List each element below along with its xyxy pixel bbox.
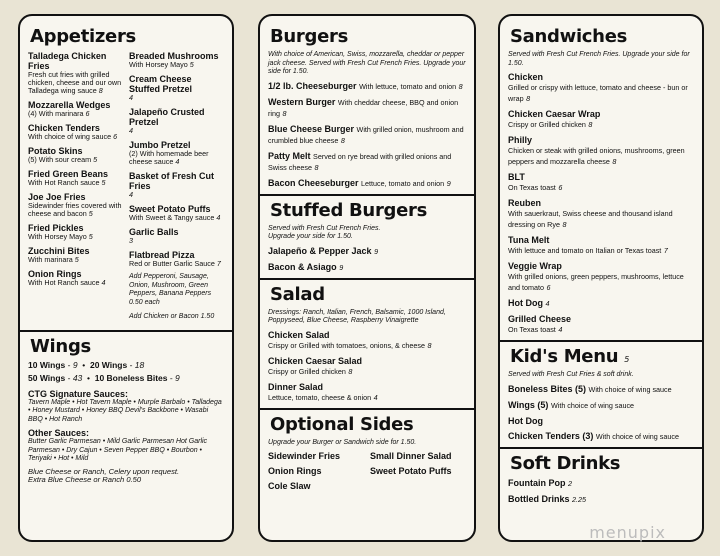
appetizer-price: 4 bbox=[129, 126, 133, 135]
appetizer-name: Sweet Potato Puffs bbox=[129, 204, 211, 214]
salad-item bbox=[268, 356, 466, 377]
appetizer-price: 6 bbox=[85, 109, 90, 118]
appetizer-desc-line bbox=[129, 61, 224, 69]
burger-price: 8 bbox=[340, 135, 345, 145]
appetizer-item bbox=[28, 146, 123, 164]
burger-desc: Lettuce, tomato and onion bbox=[361, 178, 445, 188]
appetizer-item bbox=[129, 51, 224, 69]
appetizer-price: 4 bbox=[129, 93, 133, 102]
burgers-title: Burgers bbox=[270, 26, 348, 47]
optional-side-item: Cole Slaw bbox=[268, 481, 311, 491]
stuffed-burgers-title: Stuffed Burgers bbox=[270, 199, 427, 221]
other-sauces-list: Butter Garlic Parmesan • Mild Garlic Parmesan Hot Garlic Parmesan • Dry Cajun • Seven Pepper BBQ • Bourbon • Teriyaki • Hot • Mild bbox=[28, 438, 208, 462]
wings-line-2: 50 Wings - 43 • 10 Boneless Bites - 9 bbox=[28, 373, 180, 383]
sandwich-line bbox=[508, 261, 694, 293]
burger-item bbox=[268, 97, 466, 119]
appetizer-desc-line bbox=[28, 202, 123, 218]
appetizers-addon-meat: Add Chicken or Bacon 1.50 bbox=[129, 313, 215, 320]
salad-desc: Lettuce, tomato, cheese & onion bbox=[268, 392, 372, 402]
appetizer-item bbox=[129, 227, 224, 245]
burger-desc: With grilled onion, mushroom and crumbled blue cheese bbox=[268, 124, 464, 145]
stuffed-burger-name: Jalapeño & Pepper Jack bbox=[268, 245, 372, 256]
salad-price: 4 bbox=[373, 392, 378, 402]
appetizer-desc-line bbox=[28, 133, 123, 141]
appetizer-item bbox=[28, 192, 123, 218]
optional-side-item: Onion Rings bbox=[268, 466, 322, 476]
burgers-note: With choice of American, Swiss, mozzarella, cheddar or pepper jack cheese. Served with Fresh Cut French Fries. Upgrade your side for 1.50. bbox=[268, 51, 466, 75]
sandwich-desc: With lettuce and tomato on Italian or Texas toast bbox=[508, 246, 662, 255]
salad-line bbox=[268, 330, 466, 351]
appetizer-desc-line bbox=[28, 233, 123, 241]
kids-item-desc: With choice of wing sauce bbox=[595, 431, 679, 441]
appetizer-price: 5 bbox=[74, 255, 79, 264]
sandwich-price: 6 bbox=[546, 283, 551, 292]
watermark-logo: menupix bbox=[589, 523, 666, 542]
optional-sides-title: Optional Sides bbox=[270, 413, 414, 435]
sides-right-column bbox=[370, 451, 466, 496]
salad-name: Chicken Salad bbox=[268, 329, 330, 340]
salad-price: 8 bbox=[427, 340, 432, 350]
kids-menu-title-text: Kid's Menu bbox=[510, 346, 619, 367]
appetizer-name: Jumbo Pretzel bbox=[129, 140, 191, 150]
appetizer-price: 4 bbox=[175, 157, 180, 166]
appetizer-item bbox=[129, 107, 224, 135]
appetizer-desc: With Horsey Mayo bbox=[28, 232, 87, 241]
burger-name: Western Burger bbox=[268, 96, 336, 107]
sandwich-name: Grilled Cheese bbox=[508, 314, 572, 324]
appetizer-price: 5 bbox=[88, 232, 93, 241]
kids-item-item bbox=[508, 384, 694, 395]
sandwich-desc: Grilled or crispy with lettuce, tomato and cheese - bun or wrap bbox=[508, 83, 688, 103]
stuffed-burger-price: 9 bbox=[339, 262, 344, 272]
burger-price: 8 bbox=[458, 81, 463, 91]
drink-name: Fountain Pop bbox=[508, 477, 566, 488]
soft-drinks-list bbox=[508, 478, 694, 505]
boneless-bites-price: 9 bbox=[175, 373, 180, 383]
wings-10-label: 10 Wings bbox=[28, 359, 66, 370]
appetizers-columns bbox=[28, 51, 224, 326]
boneless-bites-label: 10 Boneless Bites bbox=[94, 373, 168, 383]
sandwiches-title: Sandwiches bbox=[510, 26, 628, 47]
burger-price: 8 bbox=[282, 108, 287, 118]
kids-item-desc: With choice of wing sauce bbox=[588, 384, 672, 394]
appetizer-item bbox=[28, 123, 123, 141]
appetizer-name: Mozzarella Wedges bbox=[28, 100, 111, 110]
appetizer-name: Breaded Mushrooms bbox=[129, 51, 219, 61]
appetizer-desc: With Hot Ranch sauce bbox=[28, 178, 100, 187]
salad-desc: Crispy or Grilled chicken bbox=[268, 366, 346, 376]
optional-side-item: Sweet Potato Puffs bbox=[370, 466, 452, 476]
appetizer-item bbox=[129, 74, 224, 102]
burger-line bbox=[268, 124, 466, 146]
kids-item-item bbox=[508, 400, 694, 411]
appetizer-item bbox=[129, 140, 224, 166]
appetizer-item bbox=[129, 171, 224, 199]
burger-desc: With lettuce, tomato and onion bbox=[359, 81, 457, 91]
appetizer-item bbox=[28, 223, 123, 241]
sandwich-name: Chicken Caesar Wrap bbox=[508, 109, 601, 119]
sandwich-line bbox=[508, 198, 694, 230]
appetizers-right-items bbox=[129, 51, 224, 268]
appetizer-price: 5 bbox=[88, 209, 93, 218]
appetizer-desc-line bbox=[129, 260, 224, 268]
kids-item-name: Hot Dog bbox=[508, 415, 543, 426]
appetizer-price: 5 bbox=[189, 60, 194, 69]
appetizer-desc-line bbox=[129, 237, 224, 245]
burger-item bbox=[268, 178, 466, 189]
sandwich-line bbox=[508, 298, 694, 309]
burger-item bbox=[268, 124, 466, 146]
appetizer-name: Flatbread Pizza bbox=[129, 250, 195, 260]
appetizer-desc: Red or Butter Garlic Sauce bbox=[129, 259, 215, 268]
sandwich-desc: Chicken or steak with grilled onions, mushrooms, green peppers and mozzarella cheese bbox=[508, 146, 685, 166]
sandwich-item bbox=[508, 109, 694, 130]
sandwich-desc: Crispy or Grilled chicken bbox=[508, 120, 586, 129]
appetizer-price: 3 bbox=[129, 236, 133, 245]
stuffed-burger-line bbox=[268, 262, 466, 273]
other-sauces-title: Other Sauces: bbox=[28, 428, 90, 438]
stuffed-burger-item bbox=[268, 246, 466, 257]
appetizer-item bbox=[28, 269, 123, 287]
drink-name: Bottled Drinks bbox=[508, 493, 570, 504]
stuffed-burger-name: Bacon & Asiago bbox=[268, 261, 337, 272]
salad-line bbox=[268, 382, 466, 403]
wings-20-price: 18 bbox=[134, 359, 145, 370]
sandwich-desc: On Texas toast bbox=[508, 325, 556, 334]
kids-item-line bbox=[508, 384, 694, 395]
sandwich-line bbox=[508, 172, 694, 193]
appetizer-name: Zucchini Bites bbox=[28, 246, 90, 256]
kids-item-line bbox=[508, 431, 694, 442]
sides-left-column bbox=[268, 451, 364, 496]
appetizer-desc-line bbox=[28, 256, 123, 264]
appetizer-desc: Fresh cut fries with grilled chicken, cheese and our own Talladega wing sauce bbox=[28, 70, 122, 95]
sandwich-price: 8 bbox=[588, 120, 593, 129]
appetizer-price: 5 bbox=[101, 178, 106, 187]
appetizer-desc-line bbox=[129, 127, 224, 135]
appetizer-desc-line bbox=[28, 71, 123, 95]
appetizer-name: Basket of Fresh Cut Fries bbox=[129, 171, 215, 191]
stuffed-note-2: Upgrade your side for 1.50. bbox=[268, 233, 353, 240]
appetizer-price: 8 bbox=[98, 86, 103, 95]
ctg-sauces-list: Tavern Maple • Hot Tavern Maple • Murple Barbalo • Talladega • Honey Mustard • Honey BBQ Devil's Backbone • Wasabi BBQ • Hot Ranch bbox=[28, 398, 222, 423]
sandwich-name: Chicken bbox=[508, 72, 544, 82]
appetizers-left-column bbox=[28, 51, 123, 326]
appetizer-desc: Sidewinder fries covered with cheese and bacon bbox=[28, 201, 122, 218]
sandwich-desc: With grilled onions, green peppers, mushrooms, lettuce and tomato bbox=[508, 272, 684, 292]
appetizer-price: 4 bbox=[101, 278, 106, 287]
drink-line bbox=[508, 478, 694, 489]
wings-50-label: 50 Wings bbox=[28, 373, 66, 383]
appetizer-desc: With Hot Ranch sauce bbox=[28, 278, 100, 287]
appetizer-desc-line bbox=[129, 191, 224, 199]
salad-item bbox=[268, 330, 466, 351]
wings-extra-dip-note: Extra Blue Cheese or Ranch 0.50 bbox=[28, 475, 142, 484]
kids-item-name: Chicken Tenders (3) bbox=[508, 430, 594, 441]
optional-side-item: Small Dinner Salad bbox=[370, 451, 452, 461]
appetizers-right-column bbox=[129, 51, 224, 326]
appetizer-name: Onion Rings bbox=[28, 269, 82, 279]
appetizer-name: Joe Joe Fries bbox=[28, 192, 86, 202]
burger-desc: With cheddar cheese, BBQ and onion ring bbox=[268, 97, 459, 118]
appetizer-desc-line bbox=[129, 214, 224, 222]
salad-line bbox=[268, 356, 466, 377]
appetizer-desc: (4) With marinara bbox=[28, 109, 84, 118]
wings-10-price: 9 bbox=[72, 359, 78, 370]
appetizer-desc-line bbox=[129, 94, 224, 102]
burger-name: 1/2 lb. Cheeseburger bbox=[268, 80, 357, 91]
sandwich-desc: On Texas toast bbox=[508, 183, 556, 192]
kids-item-name: Wings (5) bbox=[508, 399, 549, 410]
sandwich-line bbox=[508, 314, 694, 335]
kids-menu-price: 5 bbox=[624, 355, 630, 364]
ctg-sauces-title: CTG Signature Sauces: bbox=[28, 388, 129, 399]
section-divider bbox=[20, 330, 232, 332]
wings-dip-note: Blue Cheese or Ranch, Celery upon request. bbox=[28, 466, 180, 476]
sandwich-price: 4 bbox=[558, 325, 563, 334]
burgers-list bbox=[268, 81, 466, 189]
appetizer-item bbox=[28, 51, 123, 95]
burger-price: 9 bbox=[446, 178, 451, 188]
kids-item-line bbox=[508, 400, 694, 411]
salad-title: Salad bbox=[270, 283, 325, 305]
burger-line bbox=[268, 97, 466, 119]
sandwich-price: 6 bbox=[558, 183, 563, 192]
section-divider bbox=[500, 340, 702, 342]
stuffed-burger-line bbox=[268, 246, 466, 257]
appetizer-desc: (2) With homemade beer cheese sauce bbox=[129, 149, 209, 166]
kids-menu-note: Served with Fresh Cut Fries & soft drink. bbox=[508, 371, 634, 378]
panel-burgers-salads bbox=[258, 14, 476, 542]
appetizer-price: 6 bbox=[113, 132, 118, 141]
section-divider bbox=[260, 278, 474, 280]
appetizer-desc: With marinara bbox=[28, 255, 73, 264]
appetizer-price: 4 bbox=[216, 213, 221, 222]
sandwich-item bbox=[508, 172, 694, 193]
optional-sides-columns bbox=[268, 451, 466, 496]
wings-title: Wings bbox=[30, 335, 91, 357]
burger-desc: Served on rye bread with grilled onions and Swiss cheese bbox=[268, 151, 452, 172]
burger-line bbox=[268, 81, 466, 92]
stuffed-note-1: Served with Fresh Cut French Fries. bbox=[268, 224, 381, 232]
appetizer-desc-line bbox=[28, 279, 123, 287]
burger-price: 8 bbox=[314, 162, 319, 172]
sandwich-price: 8 bbox=[612, 157, 617, 166]
appetizers-title: Appetizers bbox=[30, 26, 136, 47]
sandwich-desc: With sauerkraut, Swiss cheese and thousand island dressing on Rye bbox=[508, 209, 673, 229]
sandwich-name: Tuna Melt bbox=[508, 235, 550, 245]
appetizer-name: Jalapeño Crusted Pretzel bbox=[129, 107, 205, 127]
appetizer-name: Cream Cheese Stuffed Pretzel bbox=[129, 74, 193, 94]
sandwich-item bbox=[508, 298, 694, 309]
kids-menu-title bbox=[510, 346, 694, 367]
appetizer-item bbox=[129, 250, 224, 268]
kids-item-desc: With choice of wing sauce bbox=[550, 400, 635, 410]
burger-name: Bacon Cheeseburger bbox=[268, 177, 359, 188]
optional-side-item: Sidewinder Fries bbox=[268, 451, 341, 461]
panel-sandwiches-kids-drinks bbox=[498, 14, 704, 542]
salad-desc: Crispy or Grilled with tomatoes, onions, & cheese bbox=[268, 340, 425, 350]
burger-item bbox=[268, 81, 466, 92]
wings-50-price: 43 bbox=[72, 373, 83, 383]
appetizers-addon-toppings: Add Pepperoni, Sausage, Onion, Mushroom, Green Peppers, Banana Peppers 0.50 each bbox=[129, 273, 212, 306]
sandwich-item bbox=[508, 235, 694, 256]
appetizer-item bbox=[28, 100, 123, 118]
sandwich-name: BLT bbox=[508, 172, 525, 182]
appetizer-desc: With Sweet & Tangy sauce bbox=[129, 213, 215, 222]
appetizer-item bbox=[28, 169, 123, 187]
appetizer-name: Fried Green Beans bbox=[28, 169, 109, 179]
appetizer-price: 4 bbox=[129, 190, 133, 199]
sandwich-item bbox=[508, 314, 694, 335]
burger-item bbox=[268, 151, 466, 173]
appetizer-price: 5 bbox=[93, 155, 98, 164]
appetizer-item bbox=[129, 204, 224, 222]
sandwich-item bbox=[508, 72, 694, 104]
salad-price: 8 bbox=[348, 366, 353, 376]
sandwich-item bbox=[508, 261, 694, 293]
appetizer-item bbox=[28, 246, 123, 264]
sandwich-line bbox=[508, 235, 694, 256]
salad-list bbox=[268, 330, 466, 403]
drink-item bbox=[508, 478, 694, 489]
stuffed-burger-item bbox=[268, 262, 466, 273]
burger-line bbox=[268, 178, 466, 189]
section-divider bbox=[500, 447, 702, 449]
panel-appetizers-wings bbox=[18, 14, 234, 542]
sandwich-name: Reuben bbox=[508, 198, 542, 208]
sandwich-name: Hot Dog bbox=[508, 298, 543, 308]
appetizer-desc: With choice of wing sauce bbox=[28, 132, 112, 141]
kids-item-item bbox=[508, 416, 694, 426]
sandwich-line bbox=[508, 109, 694, 130]
stuffed-burgers-list bbox=[268, 246, 466, 273]
appetizer-desc-line bbox=[28, 179, 123, 187]
kids-item-line bbox=[508, 416, 694, 426]
appetizer-name: Garlic Balls bbox=[129, 227, 179, 237]
salad-item bbox=[268, 382, 466, 403]
sandwich-price: 7 bbox=[663, 246, 668, 255]
kids-item-item bbox=[508, 431, 694, 442]
kids-menu-list bbox=[508, 384, 694, 442]
wings-20-label: 20 Wings bbox=[89, 359, 128, 370]
burger-name: Patty Melt bbox=[268, 150, 311, 161]
sandwich-item bbox=[508, 135, 694, 167]
drink-line bbox=[508, 494, 694, 505]
optional-sides-note: Upgrade your Burger or Sandwich side for 1.50. bbox=[268, 438, 417, 446]
drink-price: 2.25 bbox=[572, 494, 587, 504]
appetizer-name: Fried Pickles bbox=[28, 223, 84, 233]
appetizer-name: Chicken Tenders bbox=[28, 123, 100, 133]
appetizer-name: Talladega Chicken Fries bbox=[28, 51, 107, 71]
appetizer-desc-line bbox=[28, 110, 123, 118]
salad-name: Chicken Caesar Salad bbox=[268, 355, 363, 366]
drink-price: 2 bbox=[568, 478, 573, 488]
stuffed-burger-price: 9 bbox=[374, 246, 379, 256]
salad-dressings: Dressings: Ranch, Italian, French, Balsamic, 1000 Island, Poppyseed, Blue Cheese, Raspberry Vinaigrette bbox=[268, 308, 446, 324]
sandwich-price: 4 bbox=[545, 299, 550, 308]
appetizer-desc: With Horsey Mayo bbox=[129, 60, 188, 69]
sandwiches-note: Served with Fresh Cut French Fries. Upgrade your side for 1.50. bbox=[508, 51, 690, 67]
appetizer-desc-line bbox=[129, 150, 224, 166]
sandwich-name: Veggie Wrap bbox=[508, 261, 562, 271]
drink-item bbox=[508, 494, 694, 505]
appetizer-desc: (5) With sour cream bbox=[28, 155, 92, 164]
appetizer-name: Potato Skins bbox=[28, 146, 83, 156]
wings-line-1: 10 Wings - 9 • 20 Wings - 18 bbox=[28, 359, 145, 370]
soft-drinks-title: Soft Drinks bbox=[510, 452, 621, 474]
sandwich-price: 8 bbox=[526, 94, 531, 103]
sandwich-price: 8 bbox=[562, 220, 567, 229]
appetizer-price: 7 bbox=[216, 259, 221, 268]
burger-name: Blue Cheese Burger bbox=[268, 123, 355, 134]
section-divider bbox=[260, 408, 474, 410]
appetizer-desc-line bbox=[28, 156, 123, 164]
salad-name: Dinner Salad bbox=[268, 381, 324, 392]
sandwich-item bbox=[508, 198, 694, 230]
sandwich-name: Philly bbox=[508, 135, 533, 145]
sandwich-line bbox=[508, 72, 694, 104]
sandwiches-list bbox=[508, 72, 694, 335]
kids-item-name: Boneless Bites (5) bbox=[508, 383, 587, 394]
sandwich-line bbox=[508, 135, 694, 167]
section-divider bbox=[260, 194, 474, 196]
burger-line bbox=[268, 151, 466, 173]
